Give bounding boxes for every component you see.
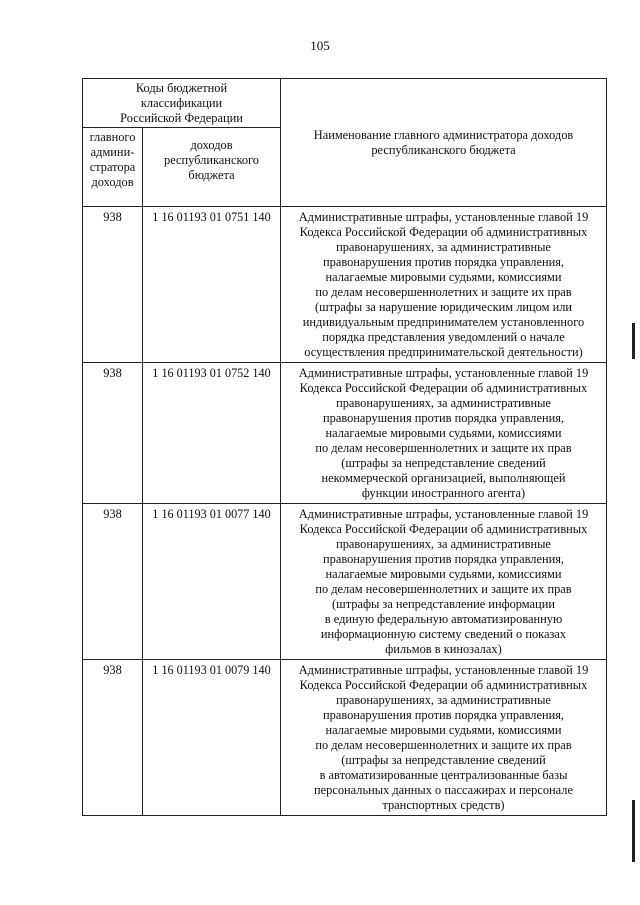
header-admin-column — [83, 128, 143, 207]
table-row — [83, 207, 607, 363]
header-name-column — [281, 79, 607, 207]
table-row — [83, 504, 607, 660]
name-line: правонарушения против порядка управления, — [323, 708, 564, 722]
header-admin-line: стратора — [89, 160, 136, 174]
name-line: (штрафы за непредставление сведений — [341, 753, 546, 767]
name-line: правонарушениях, за административные — [336, 693, 551, 707]
name-line: по делам несовершеннолетних и защите их прав — [315, 285, 572, 299]
header-name-line: Наименование главного администратора доходов — [313, 127, 574, 142]
header-income-line: бюджета — [188, 168, 235, 182]
header-codes-line: классификации — [140, 96, 223, 110]
administrator-name-cell — [281, 504, 607, 660]
name-line: налагаемые мировыми судьями, комиссиями — [325, 426, 562, 440]
name-line: правонарушения против порядка управления, — [323, 255, 564, 269]
name-line: Административные штрафы, установленные главой 19 — [298, 366, 589, 380]
header-income-column — [143, 128, 281, 207]
name-line: Кодекса Российской Федерации об административных — [299, 678, 588, 692]
name-line: правонарушениях, за административные — [336, 396, 551, 410]
name-line: Кодекса Российской Федерации об административных — [299, 522, 588, 536]
name-line: Административные штрафы, установленные главой 19 — [298, 663, 589, 677]
name-line: правонарушениях, за административные — [336, 240, 551, 254]
name-line: (штрафы за непредставление информации — [332, 597, 555, 611]
income-code-cell: 1 16 01193 01 0752 140 — [143, 363, 281, 504]
name-line: информационную систему сведений о показах — [320, 627, 567, 641]
income-code-cell: 1 16 01193 01 0751 140 — [143, 207, 281, 363]
header-codes-line: Коды бюджетной — [135, 81, 228, 95]
name-line: Кодекса Российской Федерации об административных — [299, 381, 588, 395]
administrator-name-cell — [281, 207, 607, 363]
admin-code-cell: 938 — [83, 363, 143, 504]
administrator-name-cell — [281, 660, 607, 816]
admin-code-cell: 938 — [83, 207, 143, 363]
table-body — [83, 207, 607, 816]
name-line: по делам несовершеннолетних и защите их прав — [315, 738, 572, 752]
name-line: налагаемые мировыми судьями, комиссиями — [325, 270, 562, 284]
name-line: в единую федеральную автоматизированную — [324, 612, 563, 626]
name-line: Административные штрафы, установленные главой 19 — [298, 507, 589, 521]
name-line: по делам несовершеннолетних и защите их прав — [315, 441, 572, 455]
name-line: транспортных средств) — [382, 798, 505, 812]
header-income-line: республиканского — [164, 153, 259, 167]
budget-classification-table — [82, 78, 607, 816]
name-line: правонарушения против порядка управления, — [323, 552, 564, 566]
name-line: (штрафы за нарушение юридическим лицом или — [314, 300, 573, 314]
name-line: правонарушениях, за административные — [336, 537, 551, 551]
name-line: порядка представления уведомлений о начале — [322, 330, 565, 344]
name-line: (штрафы за непредставление сведений — [341, 456, 546, 470]
header-row-top — [83, 79, 607, 128]
administrator-name-cell — [281, 363, 607, 504]
header-admin-line: главного — [89, 130, 136, 144]
name-line: персональных данных о пассажирах и персонале — [314, 783, 573, 797]
name-line: индивидуальным предпринимателем установленного — [302, 315, 585, 329]
admin-code-cell: 938 — [83, 504, 143, 660]
header-admin-line: админи- — [90, 145, 135, 159]
name-line: правонарушения против порядка управления, — [323, 411, 564, 425]
name-line: осуществления предпринимательской деятельности) — [304, 345, 583, 359]
income-code-cell: 1 16 01193 01 0079 140 — [143, 660, 281, 816]
admin-code-cell: 938 — [83, 660, 143, 816]
scan-edge-mark — [632, 800, 635, 862]
header-codes-line: Российской Федерации — [120, 111, 243, 125]
table-row — [83, 660, 607, 816]
table-row — [83, 363, 607, 504]
name-line: функции иностранного агента) — [361, 486, 526, 500]
income-code-cell: 1 16 01193 01 0077 140 — [143, 504, 281, 660]
name-line: некоммерческой организацией, выполняющей — [321, 471, 566, 485]
name-line: фильмов в кинозалах) — [385, 642, 502, 656]
header-name-line: республиканского бюджета — [371, 142, 516, 157]
name-line: Кодекса Российской Федерации об административных — [299, 225, 588, 239]
header-income-line: доходов — [190, 138, 233, 152]
name-line: налагаемые мировыми судьями, комиссиями — [325, 567, 562, 581]
name-line: по делам несовершеннолетних и защите их прав — [315, 582, 572, 596]
header-codes-title — [83, 79, 281, 128]
name-line: налагаемые мировыми судьями, комиссиями — [325, 723, 562, 737]
name-line: Административные штрафы, установленные главой 19 — [298, 210, 589, 224]
header-admin-line: доходов — [91, 175, 134, 189]
page-number: 105 — [310, 38, 330, 53]
name-line: в автоматизированные централизованные базы — [319, 768, 568, 782]
scan-edge-mark — [632, 323, 635, 359]
